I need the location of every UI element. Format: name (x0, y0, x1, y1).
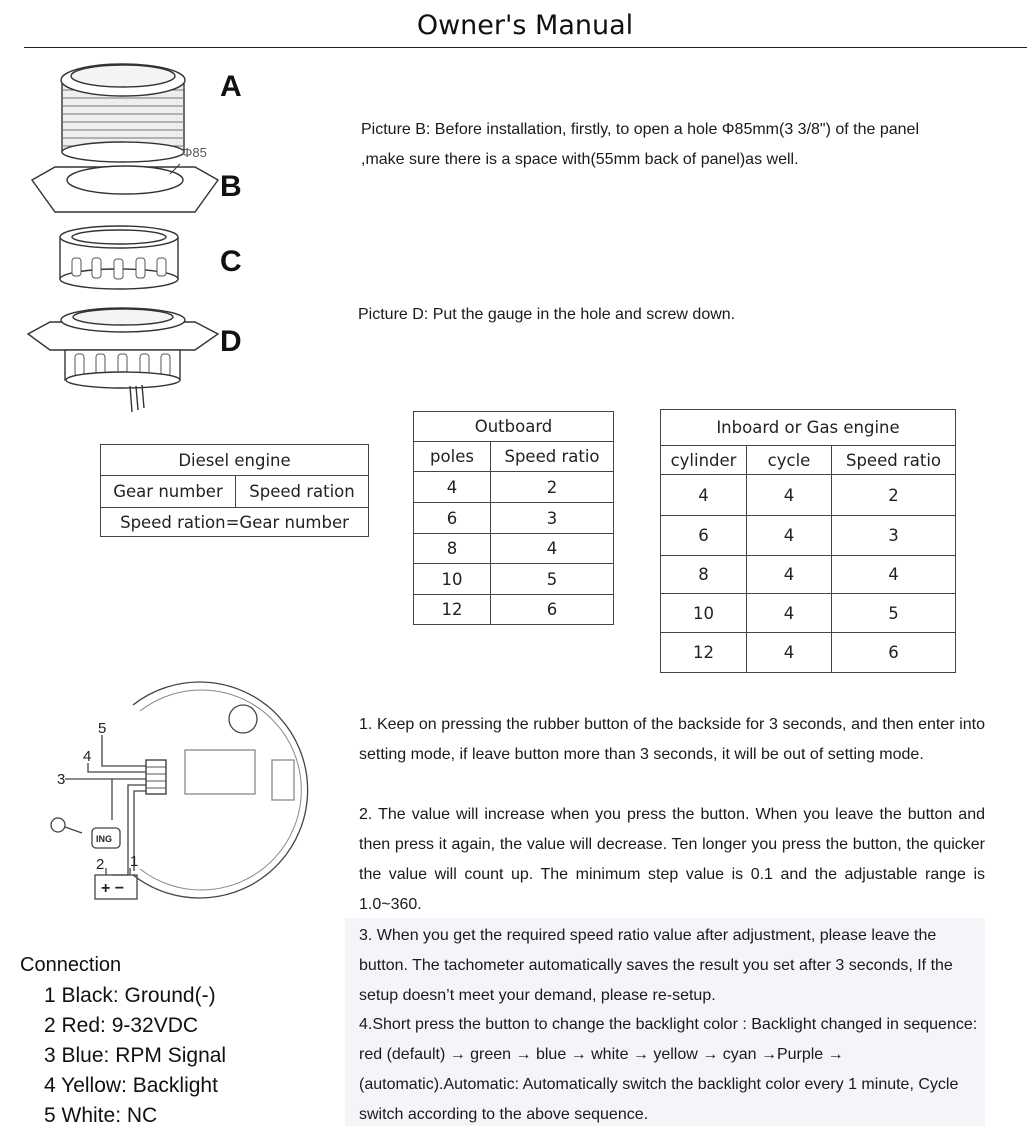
table-cell: 4 (747, 556, 832, 594)
assembled-gauge-drawing (28, 308, 218, 412)
table-cell: 6 (661, 516, 747, 556)
picture-d-text: Picture D: Put the gauge in the hole and screw down. (358, 306, 736, 323)
table-cell: 5 (491, 564, 614, 595)
table-cell: 4 (747, 594, 832, 633)
diesel-col-speed: Speed ration (236, 476, 369, 508)
table-cell: 3 (832, 516, 956, 556)
figure-letter-d: D (220, 325, 242, 358)
gauge-head-drawing (61, 64, 185, 162)
outboard-table (413, 411, 614, 625)
table-cell: 3 (491, 503, 614, 534)
inboard-table (660, 409, 956, 673)
table-cell: 4 (747, 475, 832, 516)
table-cell: 6 (414, 503, 491, 534)
figure-letter-c: C (220, 245, 242, 278)
table-cell: 4 (414, 472, 491, 503)
battery-label: + − (101, 880, 125, 897)
connection-item-3: 3 Blue: RPM Signal (44, 1044, 227, 1067)
wire-number-1: 1 (130, 853, 139, 870)
table-cell: 5 (832, 594, 956, 633)
outboard-col-poles: poles (414, 442, 491, 472)
connection-item-4: 4 Yellow: Backlight (44, 1074, 218, 1097)
table-cell: 10 (414, 564, 491, 595)
diesel-engine-table (100, 444, 369, 537)
inboard-col-cylinder: cylinder (661, 446, 747, 475)
inboard-header: Inboard or Gas engine (661, 410, 956, 446)
table-cell: 4 (661, 475, 747, 516)
connection-item-1: 1 Black: Ground(-) (44, 984, 216, 1007)
table-cell: 4 (491, 534, 614, 564)
table-cell: 6 (491, 595, 614, 625)
installation-illustration (20, 52, 220, 414)
inboard-col-speed: Speed ratio (832, 446, 956, 475)
wiring-diagram (40, 675, 340, 905)
page-title: Owner's Manual (416, 10, 634, 41)
table-cell: 8 (414, 534, 491, 564)
table-cell: 4 (832, 556, 956, 594)
ignition-label: ING (96, 834, 113, 844)
wire-number-5: 5 (98, 720, 107, 737)
connection-item-2: 2 Red: 9-32VDC (44, 1014, 199, 1037)
table-cell: 12 (661, 633, 747, 673)
table-cell: 2 (832, 475, 956, 516)
connection-item-5: 5 White: NC (44, 1104, 158, 1127)
title-divider (24, 47, 1027, 48)
outboard-header: Outboard (414, 412, 614, 442)
table-cell: 8 (661, 556, 747, 594)
table-cell: 4 (747, 516, 832, 556)
diesel-header: Diesel engine (101, 445, 369, 476)
instruction-1: 1. Keep on pressing the rubber button of the backside for 3 seconds, and then enter into setting mode, if leave button more than 3 seconds, it will be out of setting mode. (359, 716, 985, 763)
table-cell: 6 (832, 633, 956, 673)
instruction-2: 2. The value will increase when you press the button. When you leave the button and then press it again, the value will decrease. Ten longer you press the button, the quicker the value will count up. The minimum step value is 0.1 and the adjustable range is 1.0~360. (359, 806, 985, 913)
diameter-callout: Φ85 (182, 145, 207, 160)
diesel-formula: Speed ration=Gear number (101, 508, 369, 537)
figure-letter-a: A (220, 70, 242, 103)
diesel-col-gear: Gear number (101, 476, 236, 508)
picture-b-text: Picture B: Before installation, firstly, to open a hole Φ85mm(3 3/8") of the panel ,make sure there is a space with(55mm back of panel)as well. (361, 121, 919, 168)
table-cell: 4 (747, 633, 832, 673)
instruction-4: 4.Short press the button to change the backlight color : Backlight changed in sequence: red (default) → green → blue → white → yellow → cyan →Purple → (automatic).Automatic: Automatically switch the backlight color every 1 minute, Cycle switch according to the above sequence. (359, 1016, 978, 1123)
instruction-3: 3. When you get the required speed ratio value after adjustment, please leave the button. The tachometer automatically saves the result you set after 3 seconds, If the setup doesn’t meet your demand, please re-setup. (359, 927, 953, 1004)
table-cell: 12 (414, 595, 491, 625)
wire-number-4: 4 (83, 748, 92, 765)
figure-letter-b: B (220, 170, 242, 203)
inboard-col-cycle: cycle (747, 446, 832, 475)
retaining-nut-drawing (60, 226, 178, 289)
wire-number-2: 2 (96, 856, 105, 873)
wire-number-3: 3 (57, 771, 66, 788)
table-cell: 10 (661, 594, 747, 633)
outboard-col-speed: Speed ratio (491, 442, 614, 472)
table-cell: 2 (491, 472, 614, 503)
connection-heading: Connection (20, 954, 122, 976)
panel-gasket-drawing (32, 164, 218, 212)
